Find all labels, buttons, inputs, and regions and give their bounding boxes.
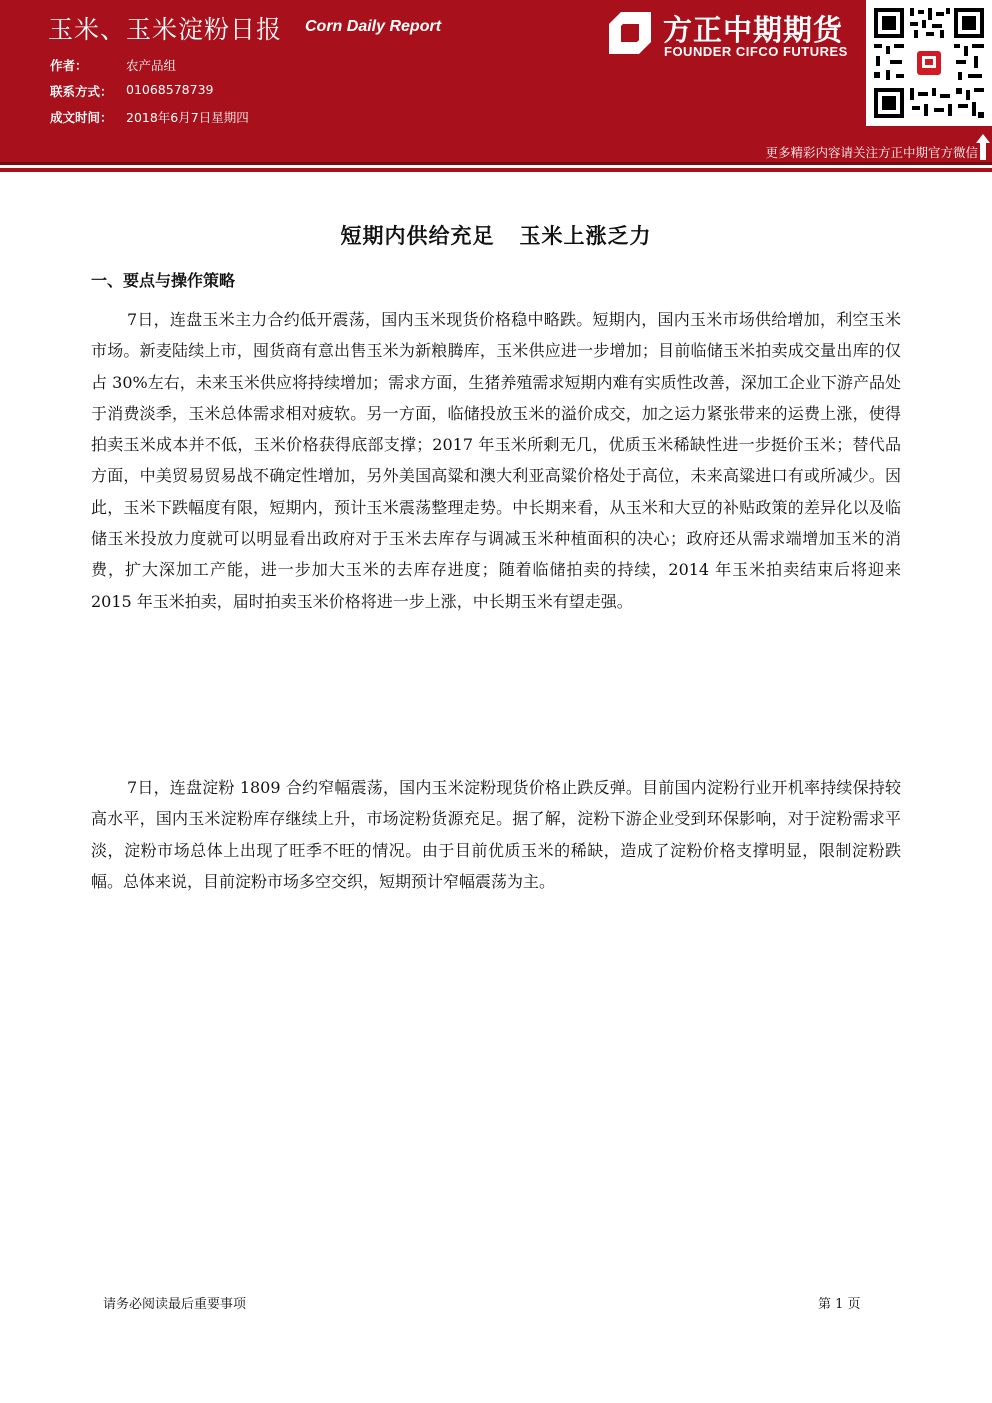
author-label: 作者：	[50, 58, 88, 73]
report-header	[0, 0, 992, 162]
author-row	[50, 56, 177, 74]
report-title-cn: 玉米、玉米淀粉日报	[48, 15, 283, 44]
page-number: 第 1 页	[818, 1297, 861, 1312]
header-divider-lower	[0, 168, 992, 172]
wechat-follow-note: 更多精彩内容请关注方正中期官方微信	[765, 145, 978, 160]
brand-name-en: FOUNDER CIFCO FUTURES	[664, 44, 848, 59]
date-value: 2018年6月7日星期四	[126, 110, 249, 125]
footer-notice: 请务必阅读最后重要事项	[103, 1297, 247, 1312]
qr-code[interactable]	[866, 0, 992, 126]
section-heading: 一、要点与操作策略	[91, 271, 236, 290]
brand-name-cn: 方正中期期货	[663, 13, 844, 47]
author-value: 农产品组	[126, 58, 177, 73]
document-title: 短期内供给充足 玉米上涨乏力	[340, 224, 652, 248]
header-divider	[0, 162, 992, 165]
report-title-en: Corn Daily Report	[305, 18, 442, 35]
contact-label: 联系方式：	[50, 84, 113, 99]
arrow-up-icon	[976, 134, 990, 160]
paragraph-corn: 7日，连盘玉米主力合约低开震荡，国内玉米现货价格稳中略跌。短期内，国内玉米市场供给增加，利空玉米市场。新麦陆续上市，囤货商有意出售玉米为新粮腾库，玉米供应进一步增加；目前临储玉米拍卖成交量出库的仅占 30%左右，未来玉米供应将持续增加；需求方面，生猪养殖需求短期内难有实质性改善，深加工企业下游产品处于消费淡季，玉米总体需求相对疲软。另一方面，临储投放玉米的溢价成交，加之运力紧张带来的运费上涨，使得拍卖玉米成本并不低，玉米价格获得底部支撑；2017 年玉米所剩无几，优质玉米稀缺性进一步挺价玉米；替代品方面，中美贸易贸易战不确定性增加，另外美国高粱和澳大利亚高粱价格处于高位，未来高粱进口有或所减少。因此，玉米下跌幅度有限，短期内，预计玉米震荡整理走势。中长期来看，从玉米和大豆的补贴政策的差异化以及临储玉米投放力度就可以明显看出政府对于玉米去库存与调减玉米种植面积的决心；政府还从需求端增加玉米的消费，扩大深加工产能，进一步加大玉米的去库存进度；随着临储拍卖的持续，2014 年玉米拍卖结束后将迎来 2015 年玉米拍卖，届时拍卖玉米价格将进一步上涨，中长期玉米有望走强。	[91, 310, 901, 611]
date-row	[50, 108, 249, 126]
qr-code-icon	[866, 0, 992, 126]
contact-value: 01068578739	[126, 82, 214, 97]
founder-logo-icon	[607, 10, 653, 56]
contact-row	[50, 82, 214, 100]
date-label: 成文时间：	[50, 110, 113, 125]
paragraph-starch: 7日，连盘淀粉 1809 合约窄幅震荡，国内玉米淀粉现货价格止跌反弹。目前国内淀粉行业开机率持续保持较高水平，国内玉米淀粉库存继续上升，市场淀粉货源充足。据了解，淀粉下游企业受到环保影响，对于淀粉需求平淡，淀粉市场总体上出现了旺季不旺的情况。由于目前优质玉米的稀缺，造成了淀粉价格支撑明显，限制淀粉跌幅。总体来说，目前淀粉市场多空交织，短期预计窄幅震荡为主。	[91, 778, 901, 891]
